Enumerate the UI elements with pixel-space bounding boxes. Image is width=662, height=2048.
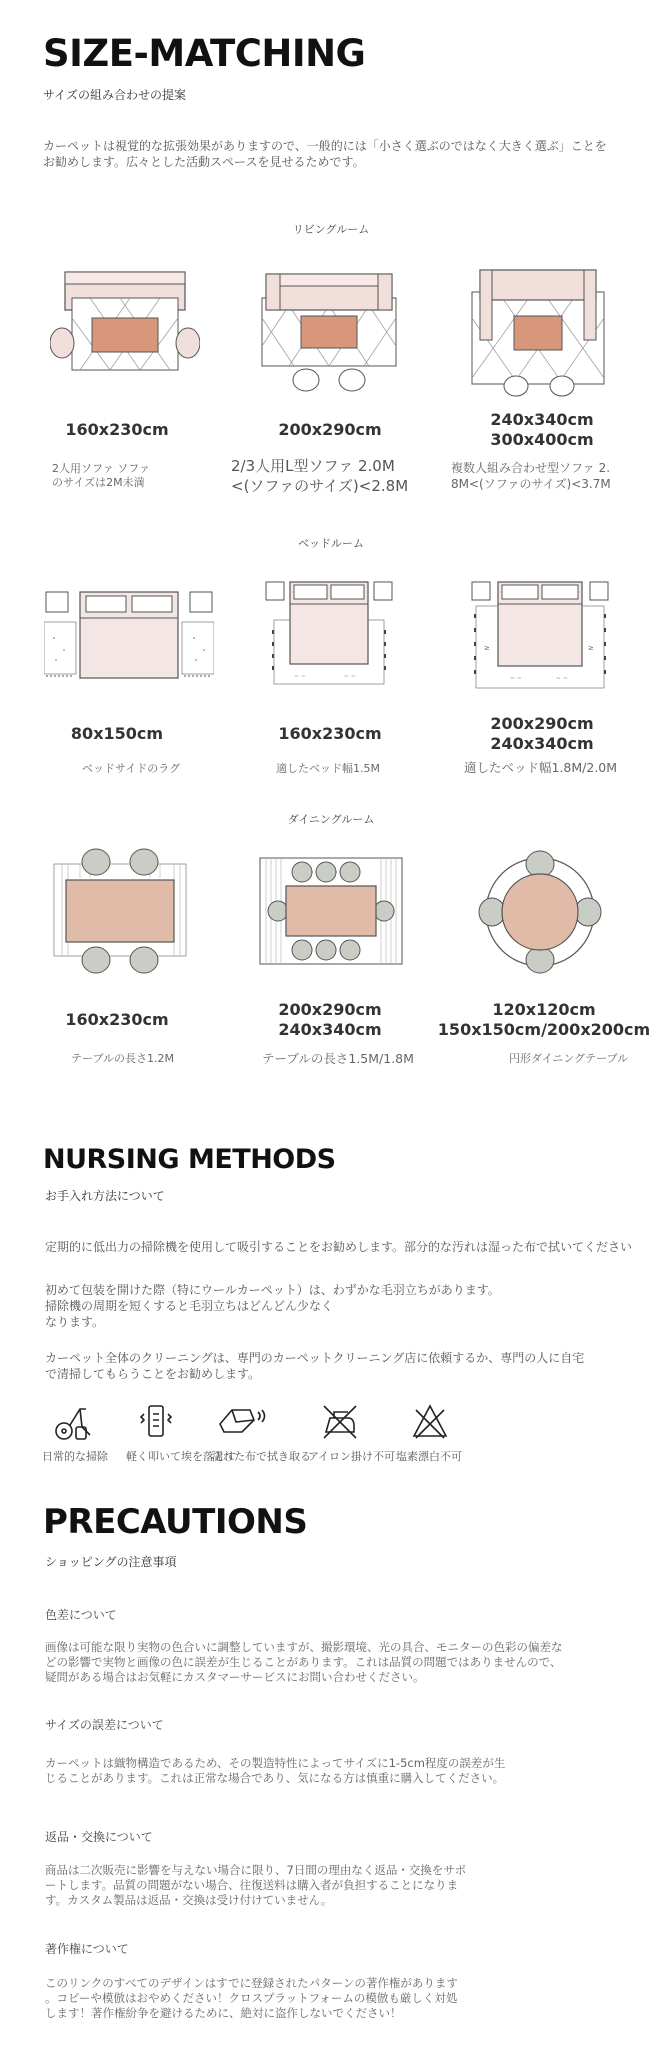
dining-diagram-1 [50,846,190,976]
bedroom-desc-3: 適したベッド幅1.8M/2.0M [464,760,618,775]
prec-heading-return: 返品・交換について [45,1830,153,1844]
dining-desc-2: テーブルの長さ1.5M/1.8M [262,1051,414,1066]
prec-text-copyright: このリンクのすべてのデザインはすでに登録されたパターンの著作権があります 。コピーや模倣はおやめください！クロスプラットフォームの模倣も厳しく対処 します！著作権紛争を避けるために、絶対に盗作しないでください！ [45,1976,458,2020]
nursing-p2: 初めて包装を開けた際（特にウールカーペット）は、わずかな毛羽立ちがあります。 掃除機の周期を短くすると毛羽立ちはどんどん少なく なります。 [45,1283,500,1329]
bedroom-diagram-3 [470,580,610,692]
icon-label-wipe: 濡れた布で拭き取る [212,1450,311,1463]
living-diagram-3 [468,268,608,398]
size-matching-title: SIZE-MATCHING [43,32,366,75]
svg-text:~ ~: ~ ~ [556,675,568,682]
bedroom-size-1: 80x150cm [70,724,164,743]
dining-diagram-3 [478,850,602,974]
prec-heading-size: サイズの誤差について [45,1718,164,1732]
svg-text:~ ~: ~ ~ [294,673,306,680]
dining-desc-3: 円形ダイニングテーブル [509,1052,629,1065]
prec-text-return: 商品は二次販売に影響を与えない場合に限り、7日間の理由なく返品・交換をサポ ートします。品質の問題がない場合、往復送料は購入者が負担することになりま す。カスタム製品は返品・交換は受け付けていません。 [45,1863,467,1907]
icon-label-no-bleach: 塩素漂白不可 [396,1450,462,1463]
no-bleach-icon [410,1402,450,1442]
bedroom-label: ベッドルーム [298,537,364,550]
dining-size-2: 200x290cm 240x340cm [278,1000,382,1039]
dining-desc-1: テーブルの長さ1.2M [71,1052,174,1065]
bedroom-diagram-2 [264,580,394,692]
living-desc-2: 2/3人用L型ソファ 2.0M <(ソファのサイズ)<2.8M [231,457,409,495]
precautions-title: PRECAUTIONS [43,1502,308,1542]
nursing-p3: カーペット全体のクリーニングは、専門のカーペットクリーニング店に依頼するか、専門の人に自宅 で清掃してもらうことをお勧めします。 [45,1351,585,1381]
bedroom-size-2: 160x230cm [278,724,382,743]
prec-heading-copyright: 著作権について [45,1942,129,1956]
nursing-p1: 定期的に低出力の掃除機を使用して吸引することをお勧めします。部分的な汚れは湿った布で拭いてください [45,1240,633,1254]
bedroom-desc-1: ベッドサイドのラグ [82,762,181,775]
prec-text-color: 画像は可能な限り実物の色合いに調整していますが、撮影環境、光の具合、モニターの色彩の偏差な どの影響で実物と画像の色に誤差が生じることがあります。これは品質の問題ではありませんので、 疑問がある場合はお気軽にカスタマーサービスにお問い合わせください。 [45,1640,563,1684]
no-iron-icon [320,1402,360,1442]
living-size-3: 240x340cm 300x400cm [490,410,594,449]
size-matching-subtitle: サイズの組み合わせの提案 [43,88,187,102]
wipe-icon [214,1402,266,1442]
living-desc-3: 複数人組み合わせ型ソファ 2. 8M<(ソファのサイズ)<3.7M [451,461,611,491]
precautions-subtitle: ショッピングの注意事項 [45,1555,177,1569]
nursing-subtitle: お手入れ方法について [45,1189,165,1203]
living-size-2: 200x290cm [278,420,382,439]
bedroom-diagram-1 [44,588,214,684]
nursing-title: NURSING METHODS [43,1144,336,1175]
size-matching-intro: カーペットは視覚的な拡張効果がありますので、一般的には「小さく選ぶのではなく大きく選ぶ」ことを お勧めします。広々とした活動スペースを見せるためです。 [43,139,607,169]
vacuum-icon [50,1403,94,1443]
icon-label-vacuum: 日常的な掃除 [42,1450,108,1463]
shake-icon [136,1402,176,1442]
prec-heading-color: 色差について [45,1608,117,1622]
bedroom-size-3: 200x290cm 240x340cm [490,714,594,753]
svg-text:≥: ≥ [588,644,594,652]
living-diagram-1 [50,268,200,378]
living-desc-1: 2人用ソファ ソファ のサイズは2M未満 [52,462,151,489]
dining-diagram-2 [258,850,404,974]
living-size-1: 160x230cm [65,420,169,439]
dining-room-label: ダイニングルーム [287,813,375,826]
prec-text-size: カーペットは織物構造であるため、その製造特性によってサイズに1-5cm程度の誤差が生 じることがあります。これは正常な場合であり、気になる方は慎重に購入してください。 [45,1756,506,1785]
icon-label-no-iron: アイロン掛け不可 [308,1450,396,1463]
icon-label-shake: 軽く叩いて埃を落とす [126,1450,236,1463]
svg-text:~ ~: ~ ~ [344,673,356,680]
svg-text:≥: ≥ [484,644,490,652]
dining-size-1: 160x230cm [65,1010,169,1029]
dining-size-3: 120x120cm 150x150cm/200x200cm [437,1000,651,1039]
svg-text:~ ~: ~ ~ [510,675,522,682]
bedroom-desc-2: 適したベッド幅1.5M [276,762,380,775]
living-diagram-2 [254,268,404,398]
living-room-label: リビングルーム [292,223,370,236]
